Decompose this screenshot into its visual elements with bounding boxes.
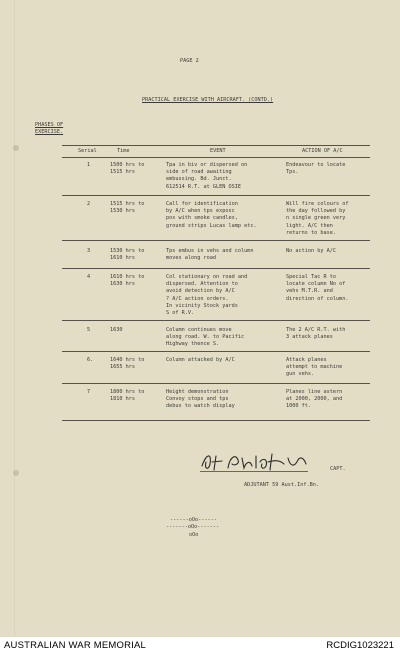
phase-heading-line2: EXERCISE.: [35, 129, 64, 135]
column-header-serial: Serial: [78, 148, 97, 154]
table-rule: [62, 351, 370, 352]
table-cell-serial: 5: [87, 327, 91, 333]
punch-hole: [13, 145, 19, 151]
table-cell-action: Planes line astern at 2000, 2000, and 1000 ft.: [286, 389, 343, 410]
archive-footer: [0, 637, 400, 654]
table-cell-action: No action by A/C: [286, 248, 336, 254]
table-cell-time: 1800 hrs to 1810 hrs: [110, 389, 145, 403]
table-cell-event: Tpa in biv or dispersed on side of road awaiting embussing. Bd. Junct. 612514 R.T. at GLEN OSIE: [166, 162, 248, 190]
phase-heading-line1: PHASES OF: [35, 122, 64, 128]
table-cell-serial: 7: [87, 389, 91, 395]
table-cell-event: Tps embus in vehs and column moves along road: [166, 248, 254, 262]
signatory-rank: CAPT.: [330, 466, 346, 472]
table-cell-action: Attack planes attempt to machine gun vehs.: [286, 357, 343, 378]
column-header-action: ACTION OF A/C: [302, 148, 343, 154]
column-header-event: EVENT: [210, 148, 226, 154]
table-rule: [62, 157, 370, 158]
table-rule: [62, 195, 370, 196]
table-cell-time: 1500 hrs to 1515 hrs: [110, 162, 145, 176]
table-cell-serial: 3: [87, 248, 91, 254]
table-cell-serial: 2: [87, 201, 91, 207]
archive-name: AUSTRALIAN WAR MEMORIAL: [4, 640, 147, 651]
page-label: PAGE 2: [180, 58, 199, 64]
table-cell-action: The 2 A/C R.T. with 3 attack planes: [286, 327, 346, 341]
punch-hole: [13, 470, 19, 476]
table-cell-serial: 1: [87, 162, 91, 168]
table-cell-time: 1640 hrs to 1655 hrs: [110, 357, 145, 371]
end-mark: ------oOo------: [170, 517, 217, 523]
table-rule: [62, 420, 370, 421]
archive-reference: RCDIG1023221: [326, 640, 394, 651]
table-cell-action: Endeavour to locate Tps.: [286, 162, 346, 176]
end-mark: -------oOo-------: [166, 524, 220, 530]
column-header-time: Time: [117, 148, 130, 154]
end-mark: oOo: [189, 532, 199, 538]
table-rule: [62, 145, 370, 146]
table-cell-time: 1515 hrs to 1530 hrs: [110, 201, 145, 215]
table-rule: [62, 383, 370, 384]
table-cell-event: Column continues move along road. W. to Pacific Highway thence S.: [166, 327, 245, 348]
table-cell-time: 1630: [110, 327, 123, 333]
table-cell-event: Call for identification by A/C when tps exposc pos with smoke candles, ground strips Lucas lamp etc.: [166, 201, 257, 229]
document-title: PRACTICAL EXERCISE WITH AIRCRAFT. (CONTD.): [142, 97, 274, 103]
table-rule: [62, 268, 370, 269]
table-cell-time: 1530 hrs to 1610 hrs: [110, 248, 145, 262]
table-rule: [62, 240, 370, 241]
table-cell-time: 1610 hrs to 1630 hrs: [110, 274, 145, 288]
table-cell-event: Column attacked by A/C: [166, 357, 235, 363]
table-cell-serial: 4: [87, 274, 91, 280]
signature-line: [200, 471, 308, 472]
table-cell-event: Height demonstration Convoy stops and tps debus to watch display: [166, 389, 235, 410]
table-cell-action: Special Tac R to locate column No of vehs M.T.R. and direction of column.: [286, 274, 349, 302]
table-rule: [62, 320, 370, 321]
signatory-appointment: ADJUTANT 59 Aust.Inf.Bn.: [244, 482, 319, 488]
table-cell-event: Col stationary on road and dispersed. Attention to avoid detection by A/C ? A/C action orders. In vicinity Stock yards S of R.V.: [166, 274, 248, 317]
table-cell-serial: 6.: [87, 357, 94, 363]
table-cell-action: Will fire colours of the day followed by n single green very light. A/C then returns to base.: [286, 201, 349, 236]
